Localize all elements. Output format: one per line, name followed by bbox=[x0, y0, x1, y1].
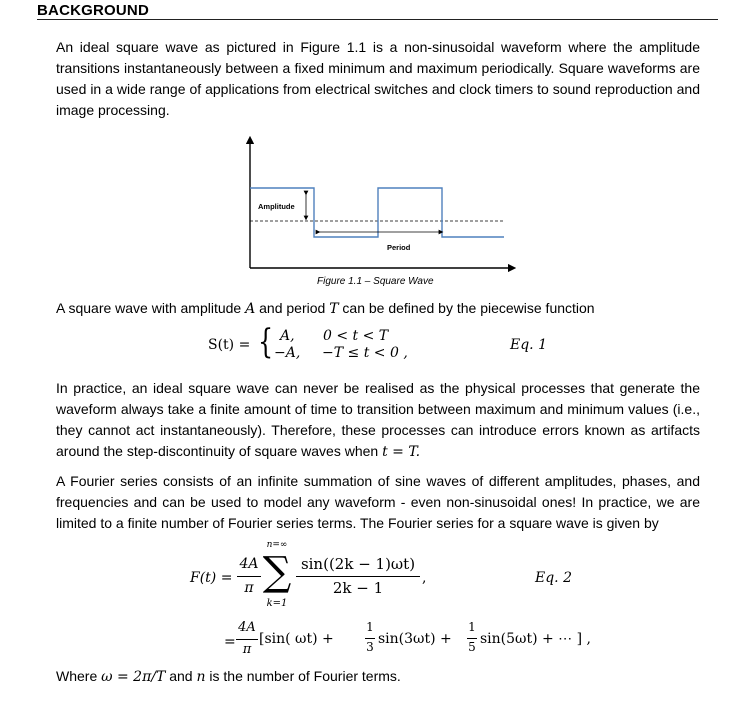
amplitude-label: Amplitude bbox=[258, 202, 295, 211]
eq2-term-comma: , bbox=[422, 570, 427, 586]
fourier-paragraph: A Fourier series consists of an infinite summation of sine waves of different amplitudes, phases, and frequencies and can be used to model any waveform - even non-sinusoidal ones! In practice, we are limited to a finite number of Fourier series terms. The Fourier series for a square wave is given by bbox=[56, 473, 700, 531]
definition-sentence: A square wave with amplitude A and period T can be defined by the piecewise function bbox=[56, 300, 595, 317]
eq2-exp-den: π bbox=[242, 642, 252, 657]
eq2-coef-den: π bbox=[244, 580, 254, 596]
eq2-coef-bar bbox=[237, 576, 261, 577]
eq1-lhs: S(t) = bbox=[208, 337, 251, 353]
eq1-case1-condition: 0 < t < T bbox=[323, 328, 389, 344]
eq2-term-den: 2k − 1 bbox=[332, 579, 384, 597]
eq2-sum-lower: k=1 bbox=[266, 598, 288, 609]
section-heading: BACKGROUND bbox=[37, 2, 149, 19]
eq2-frac1-den: 3 bbox=[366, 640, 374, 654]
eq1-brace: { bbox=[258, 322, 274, 362]
eq2-frac2-num: 1 bbox=[468, 620, 476, 634]
eq2-exp-bar bbox=[236, 639, 258, 640]
where-sentence: Where ω = 2π/T and n is the number of Fourier terms. bbox=[56, 668, 401, 685]
eq2-term-num: sin((2k − 1)ωt) bbox=[300, 555, 416, 573]
practice-paragraph: In practice, an ideal square wave can never be realised as the physical processes that generate the waveform always take a finite amount of time to transition between maximum and minimum values (i.e., they cannot act instantaneously). Therefore, these processes can introduce errors known as artifacts around the step-discontinuity of square waves when t = T. bbox=[56, 380, 700, 460]
square-wave-line bbox=[250, 188, 504, 237]
eq2-coef-num: 4A bbox=[239, 556, 259, 572]
eq2-term-bar bbox=[296, 576, 420, 577]
eq2-exp-a: [sin( ωt) + bbox=[259, 631, 334, 647]
eq1-number: Eq. 1 bbox=[510, 337, 547, 353]
period-symbol: T bbox=[329, 301, 339, 317]
eq1-case2-condition: −T ≤ t < 0 , bbox=[322, 345, 408, 361]
heading-divider bbox=[37, 19, 718, 20]
square-wave-figure bbox=[236, 136, 516, 276]
eq2-frac1-num: 1 bbox=[366, 620, 374, 634]
sigma-icon: ∑ bbox=[262, 549, 292, 595]
amplitude-symbol: A bbox=[245, 301, 256, 317]
eq2-exp-b: sin(3ωt) + bbox=[378, 631, 452, 647]
eq2-sum-upper: n=∞ bbox=[266, 540, 288, 550]
eq2-exp-c: sin(5ωt) + ⋯ ] , bbox=[480, 631, 591, 647]
eq2-frac2-den: 5 bbox=[468, 640, 476, 654]
eq2-exp-equals: = bbox=[224, 634, 236, 650]
eq2-exp-num: 4A bbox=[238, 620, 256, 635]
intro-paragraph: An ideal square wave as pictured in Figure 1.1 is a non-sinusoidal waveform where the amplitude transitions instantaneously between a fixed minimum and maximum periodically. Square waveforms are used in a wide range of applications from electrical switches and clock timers to sound reproduction and image processing. bbox=[56, 39, 700, 118]
eq2-number: Eq. 2 bbox=[535, 570, 572, 586]
eq2-frac1-bar bbox=[365, 638, 375, 639]
figure-caption: Figure 1.1 – Square Wave bbox=[317, 276, 434, 287]
eq1-case2-value: −A, bbox=[274, 345, 301, 361]
eq2-frac2-bar bbox=[467, 638, 477, 639]
eq2-lhs: F(t) = bbox=[190, 570, 233, 586]
eq1-case1-value: A, bbox=[280, 328, 295, 344]
period-label: Period bbox=[387, 243, 411, 252]
